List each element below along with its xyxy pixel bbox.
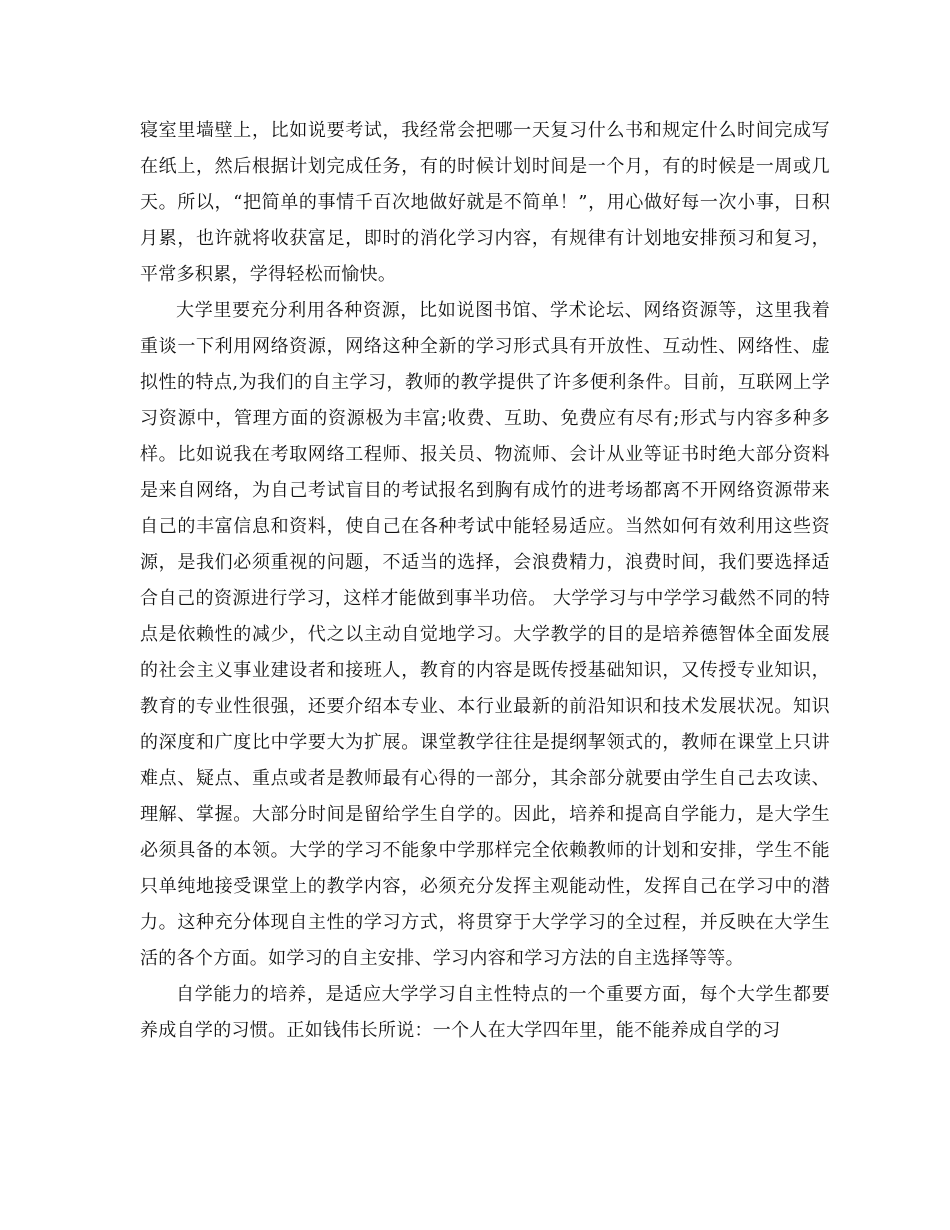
paragraph-1: 寝室里墙壁上，比如说要考试，我经常会把哪一天复习什么书和规定什么时间完成写在纸上，然后根据计划完成任务，有的时候计划时间是一个月，有的时候是一周或几天。所以，“把简单的事情千百次地做好就是不简单！”，用心做好每一次小事，日积月累，也许就将收获富足，即时的消化学习内容，有规律有计划地安排预习和复习，平常多积累，学得轻松而愉快。 <box>140 120 830 285</box>
document-body <box>140 113 830 1049</box>
paragraph-3: 自学能力的培养，是适应大学学习自主性特点的一个重要方面，每个大学生都要养成自学的习惯。正如钱伟长所说：一个人在大学四年里，能不能养成自学的习 <box>140 984 830 1041</box>
paragraph-2: 大学里要充分利用各种资源，比如说图书馆、学术论坛、网络资源等，这里我着重谈一下利用网络资源，网络这种全新的学习形式具有开放性、互动性、网络性、虚拟性的特点,为我们的自主学习，教师的教学提供了许多便利条件。目前，互联网上学习资源中，管理方面的资源极为丰富;收费、互助、免费应有尽有;形式与内容多种多样。比如说我在考取网络工程师、报关员、物流师、会计从业等证书时绝大部分资料是来自网络，为自己考试盲目的考试报名到胸有成竹的进考场都离不开网络资源带来自己的丰富信息和资料，使自己在各种考试中能轻易适应。当然如何有效利用这些资源，是我们必须重视的问题，不适当的选择，会浪费精力，浪费时间，我们要选择适合自己的资源进行学习，这样才能做到事半功倍。 大学学习与中学学习截然不同的特点是依赖性的减少，代之以主动自觉地学习。大学教学的目的是培养德智体全面发展的社会主义事业建设者和接班人，教育的内容是既传授基础知识，又传授专业知识，教育的专业性很强，还要介绍本专业、本行业最新的前沿知识和技术发展状况。知识的深度和广度比中学要大为扩展。课堂教学往往是提纲挈领式的，教师在课堂上只讲难点、疑点、重点或者是教师最有心得的一部分，其余部分就要由学生自己去攻读、理解、掌握。大部分时间是留给学生自学的。因此，培养和提高自学能力，是大学生必须具备的本领。大学的学习不能象中学那样完全依赖教师的计划和安排，学生不能只单纯地接受课堂上的教学内容，必须充分发挥主观能动性，发挥自己在学习中的潜力。这种充分体现自主性的学习方式，将贯穿于大学学习的全过程，并反映在大学生活的各个方面。如学习的自主安排、学习内容和学习方法的自主选择等等。 <box>140 300 830 969</box>
